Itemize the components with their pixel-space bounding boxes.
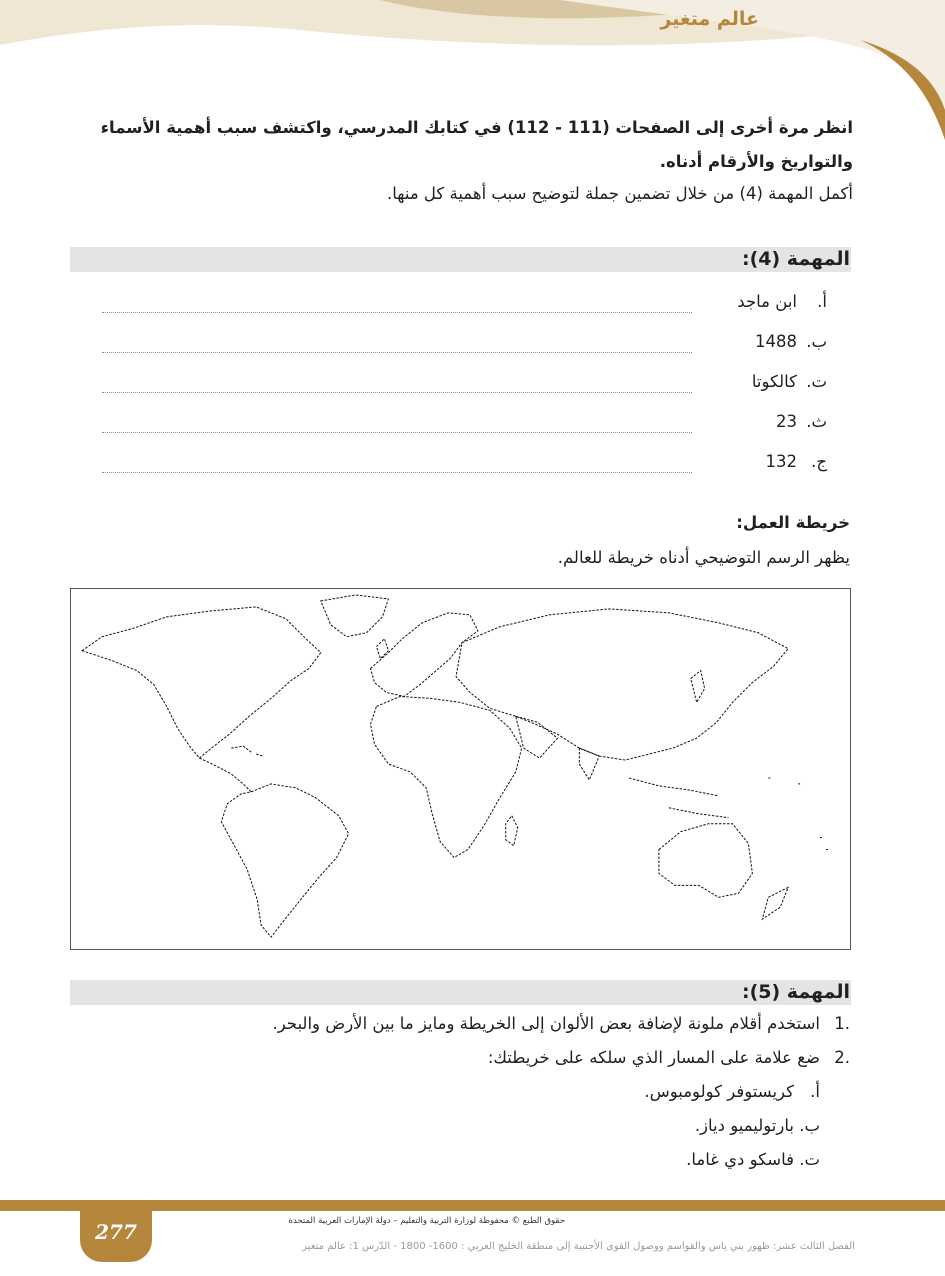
answer-line[interactable] bbox=[102, 312, 692, 313]
answer-line[interactable] bbox=[102, 432, 692, 433]
answer-line[interactable] bbox=[102, 472, 692, 473]
item-letter: ب. bbox=[806, 332, 827, 351]
sub-item-text: بارتوليميو دياز. bbox=[694, 1116, 794, 1135]
copyright-notice: حقوق الطبع © محفوظة لوزارة التربية والتعليم – دولة الإمارات العربية المتحدة bbox=[288, 1216, 565, 1226]
sub-item-text: فاسكو دي غاما. bbox=[686, 1150, 794, 1169]
item-letter: ج. bbox=[811, 452, 827, 471]
page-number: 277 bbox=[95, 1220, 137, 1244]
item-text: كالكوتا bbox=[751, 372, 797, 391]
task5-sub-item-b bbox=[695, 1116, 820, 1135]
world-map-outline bbox=[71, 589, 850, 949]
answer-line[interactable] bbox=[102, 352, 692, 353]
item-text: ابن ماجد bbox=[737, 292, 797, 311]
task5-instruction-2 bbox=[488, 1048, 850, 1067]
instruction-text: ضع علامة على المسار الذي سلكه على خريطتك: bbox=[487, 1048, 820, 1067]
item-text: 132 bbox=[765, 452, 797, 471]
task5-sub-item-a bbox=[644, 1082, 820, 1101]
task4-item-d bbox=[107, 408, 827, 438]
task4-title: المهمة (4): bbox=[741, 248, 850, 270]
intro-task-note: أكمل المهمة (4) من خلال تضمين جملة لتوضيح سبب أهمية كل منها. bbox=[386, 184, 853, 203]
sub-item-letter: ب. bbox=[799, 1116, 820, 1135]
task5-header-bar bbox=[70, 980, 851, 1005]
sub-item-letter: أ. bbox=[810, 1082, 820, 1101]
worksheet-description: يظهر الرسم التوضيحي أدناه خريطة للعالم. bbox=[557, 548, 850, 567]
item-letter: ت. bbox=[806, 372, 827, 391]
sub-item-letter: ت. bbox=[799, 1150, 820, 1169]
item-text: 23 bbox=[776, 412, 797, 431]
task5-sub-item-c bbox=[686, 1150, 820, 1169]
world-map[interactable] bbox=[70, 588, 851, 950]
task4-header-bar bbox=[70, 247, 851, 272]
instruction-number: .1 bbox=[834, 1014, 850, 1033]
task4-item-e bbox=[107, 448, 827, 478]
answer-line[interactable] bbox=[102, 392, 692, 393]
item-text: 1488 bbox=[755, 332, 797, 351]
task4-item-c bbox=[107, 368, 827, 398]
task5-title: المهمة (5): bbox=[741, 981, 850, 1003]
chapter-breadcrumb: الفصل الثالث عشر: ظهور بني ياس والقواسم ووصول القوى الأجنبية إلى منطقة الخليج العربي : 1600- 1800 - الدّرس 1: عالم متغير bbox=[302, 1241, 855, 1252]
instruction-number: .2 bbox=[834, 1048, 850, 1067]
task4-item-a bbox=[107, 288, 827, 318]
instruction-text: استخدم أقلام ملونة لإضافة بعض الألوان إلى الخريطة ومايز ما بين الأرض والبحر. bbox=[272, 1014, 820, 1033]
intro-instruction: انظر مرة أخرى إلى الصفحات (111 - 112) في كتابك المدرسي، واكتشف سبب أهمية الأسماء والتواريخ والأرقام أدناه. bbox=[100, 118, 853, 171]
task4-item-b bbox=[107, 328, 827, 358]
item-letter: ث. bbox=[806, 412, 827, 431]
item-letter: أ. bbox=[817, 292, 827, 311]
sub-item-text: كريستوفر كولومبوس. bbox=[644, 1082, 794, 1101]
header-title: عالم متغير bbox=[660, 8, 759, 30]
task5-instruction-1 bbox=[272, 1014, 850, 1033]
worksheet-title: خريطة العمل: bbox=[736, 513, 850, 532]
